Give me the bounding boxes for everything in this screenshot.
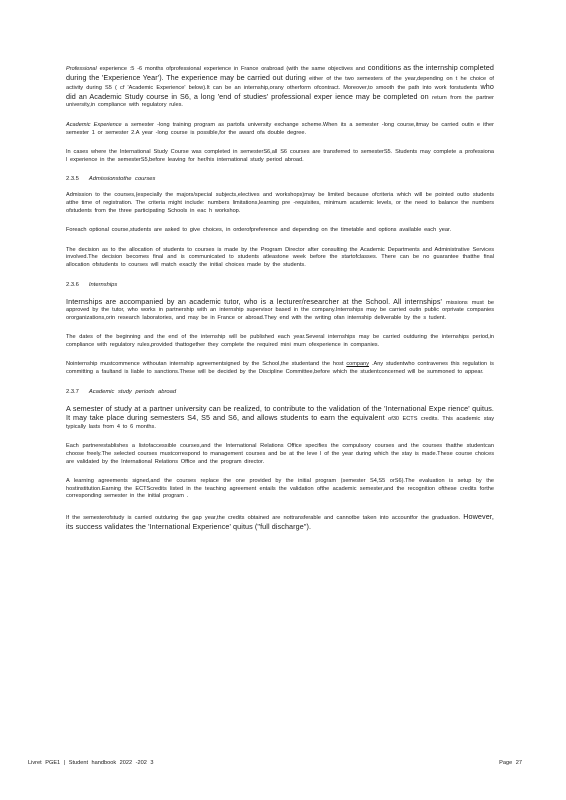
text-run: Nointernship mustcommence withoutan internship agreementsigned by the School,the studentand the host <box>66 361 347 368</box>
page-body <box>66 64 494 544</box>
section-title: Internships <box>88 281 118 288</box>
underlined-term: company <box>346 361 370 368</box>
paragraph-internship-agreement <box>66 361 494 376</box>
text-run: either of the two semesters of the year,depending on t he choice of activity during S5 ( cf 'Academic Experience' below).It can be an internship,orany otherform ofcontract. Moreover,to smooth the path into work forstudents <box>66 75 494 92</box>
text-run: If the semesterofstudy is carried outduring the gap year,the credits obtained are nottransferable and cannotbe taken into accountfor the graduation. <box>66 515 464 521</box>
paragraph-admission <box>66 192 494 215</box>
page-footer <box>28 760 522 766</box>
term-academic-experience: Academic Experience <box>66 121 122 128</box>
text-run-large: who did an Academic Study course in S6, a long 'end of studies' professional exper ience may be completed on <box>66 82 494 101</box>
section-heading-admissions <box>66 176 494 182</box>
footer-document-title: Livret PGE1 | Student handbook 2022 -202 3 <box>28 760 154 766</box>
text-run: missions must be approved by the tutor, who works in partnership with an internship supervisor based in the company.Internships may be carried outin public orprivate companies ororganizations,orin research laboratories, and may be in France or abroad.They end with the writing ofan internship deliverable by the s tudent. <box>66 299 494 321</box>
text-run: return from the partner university,in compliance with regulatory rules. <box>66 94 494 109</box>
section-heading-internships <box>66 282 494 288</box>
text-run-large: However, its success validates the 'International Experience' quitus ("full discharge"). <box>66 512 494 531</box>
paragraph-professional-experience <box>66 64 494 110</box>
paragraph-international-study <box>66 149 494 164</box>
paragraph-internships-tutor <box>66 298 494 323</box>
text-run-large: A semester of study at a partner university can be realized, to contribute to the validation of the 'International Expe rience' quitus. It may take place during semesters S4, S5 and S6, and allows students to earn the equivalent <box>66 403 494 423</box>
text-run: The dates of the beginning and the end of the internship will be published each year.Several internships may be carried outduring the internships period,in compliance with regulatory rules,provided thattogether they complete the required mini mum ofexperience in companies. <box>66 334 494 348</box>
paragraph-allocation <box>66 247 494 270</box>
text-run: Each partnerestablishes a listofaccessible courses,and the International Relations Office specifies the compulsory courses and the courses thatthe studentcan choose freely.The selected courses mustcorrespond to management courses and be at the leve l of the year during which the stay is made.These course choices are validated by the International Relations Office and the program director. <box>66 443 494 465</box>
text-run: In cases where the International Study Course was completed in semesterS6,all S6 courses are transferred to semesterS5. Students may complete a professiona l experience in the semesterS5,before leaving for her/his international study period abroad. <box>66 149 494 163</box>
paragraph-semester-abroad <box>66 405 494 432</box>
text-run: of30 ECTS credits. This academic stay typically lasts from 4 to 6 months. <box>66 416 494 430</box>
text-run: A learning agreements signed,and the courses replace the one provided by the initial program (semester S4,S5 orS6).The evaluation is setup by the hostinstitution.Earning the ECTScredits listed in the teaching agreement entails the validation ofthe academic semester,and the recognition ofthese credits forthe corresponding semester in the initial program . <box>66 478 494 500</box>
paragraph-internship-dates <box>66 334 494 349</box>
text-run: Foreach optional course,students are asked to give choices, in orderofpreference and depending on the timetable and options available each year. <box>66 227 452 234</box>
term-professional: Professional <box>66 66 97 72</box>
text-run: experience :5 -6 months ofprofessional experience in France orabroad (with the same objectives and <box>96 66 368 72</box>
section-number: 2.3.7 <box>66 388 79 395</box>
text-run-large: conditions as the internship completed during the 'Experience Year'). The experience may be carried out during <box>66 63 494 82</box>
section-heading-study-abroad <box>66 389 494 395</box>
section-number: 2.3.5 <box>66 176 79 183</box>
section-title: Admissionstothe courses <box>88 176 156 183</box>
footer-page-number: Page 27 <box>499 760 522 766</box>
paragraph-academic-experience <box>66 122 494 137</box>
section-title: Academic study periods abroad <box>88 388 177 395</box>
paragraph-learning-agreement <box>66 478 494 501</box>
paragraph-partner-courses <box>66 443 494 466</box>
paragraph-gap-year <box>66 513 494 532</box>
text-run: .Any studentwho contravenes this regulation is committing a faultand is liable to sanctions.These will be decided by the Discipline Committee,before which the studentconcerned will be summoned to appear. <box>66 361 494 376</box>
text-run: a semester -long training program as partofa university exchange scheme.When its a semester -long course,itmay be carried outin e ither semester 1 or semester 2.A year -long course is possible,for the award ofa double degree. <box>66 121 494 136</box>
paragraph-optional-course <box>66 227 494 235</box>
text-run: The decision as to the allocation of students to courses is made by the Program Director after consulting the Academic Departments and Administrative Services involved.The decision becomes final and is communicated to students atleastone week before the startofclasses. There can be no guarantee thatthe final allocation ofstudents to courses will match exactly the initial choices made by the students. <box>66 246 494 268</box>
text-run-large: Internships are accompanied by an academic tutor, who is a lecturer/researcher at the School. All internships' <box>66 296 443 306</box>
section-number: 2.3.6 <box>66 281 79 288</box>
text-run: Admission to the courses,(especially the majors/special subjects,electives and workshops)may be limited because ofcriteria which will be pointed outto students atthe time of registration. The criteria might include: numbers limitations,learning pre -requisites, minimum academic levels, or the need to balance the numbers ofstudents from the three participating Schools in eac h workshop. <box>66 192 494 214</box>
